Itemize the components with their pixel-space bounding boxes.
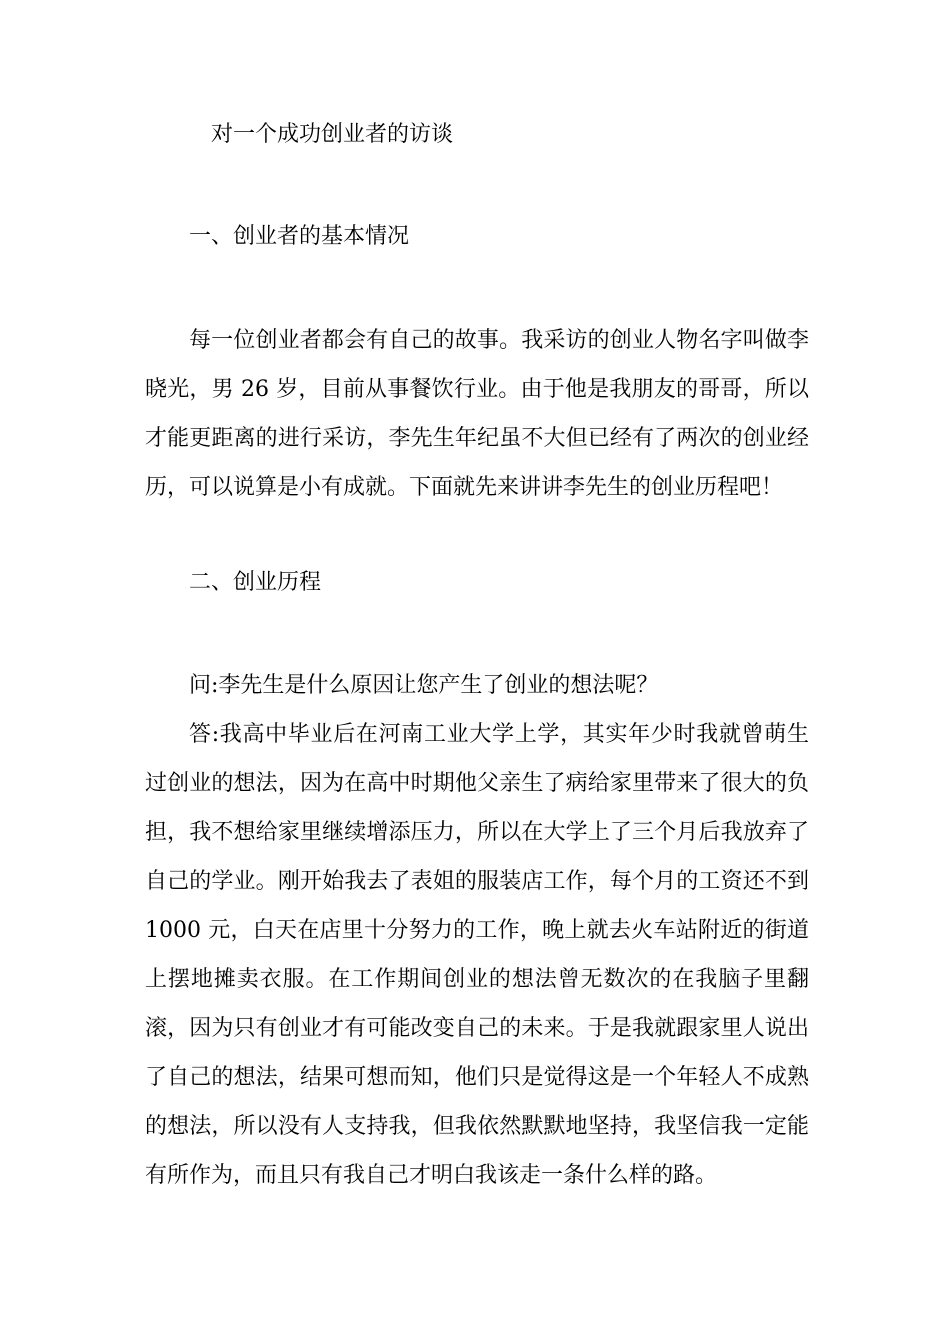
interview-question: 问:李先生是什么原因让您产生了创业的想法呢？ <box>189 673 659 698</box>
intro-paragraph: 每一位创业者都会有自己的故事。我采访的创业人物名字叫做李晓光，男 26 岁，目前从事餐饮行业。由于他是我朋友的哥哥，所以才能更距离的进行采访，李先生年纪虽不大但已经有了两次的创业经历，可以说算是小有成就。下面就先来讲讲李先生的创业历程吧！ <box>145 328 809 500</box>
document-title: 对一个成功创业者的访谈 <box>211 122 454 147</box>
section-heading-basic-info: 一、创业者的基本情况 <box>189 224 410 249</box>
interview-answer: 答:我高中毕业后在河南工业大学上学，其实年少时我就曾萌生过创业的想法，因为在高中时期他父亲生了病给家里带来了很大的负担，我不想给家里继续增添压力，所以在大学上了三个月后我放弃了自己的学业。刚开始我去了表姐的服装店工作，每个月的工资还不到 1000 元，白天在店里十分努力的工作，晚上就去火车站附近的街道上摆地摊卖衣服。在工作期间创业的想法曾无数次的在我脑子里翻滚，因为只有创业才有可能改变自己的未来。于是我就跟家里人说出了自己的想法，结果可想而知，他们只是觉得这是一个年轻人不成熟的想法，所以没有人支持我，但我依然默默地坚持，我坚信我一定能有所作为，而且只有我自己才明白我该走一条什么样的路。 <box>145 722 809 1188</box>
section-heading-entrepreneurship-history: 二、创业历程 <box>189 570 322 595</box>
